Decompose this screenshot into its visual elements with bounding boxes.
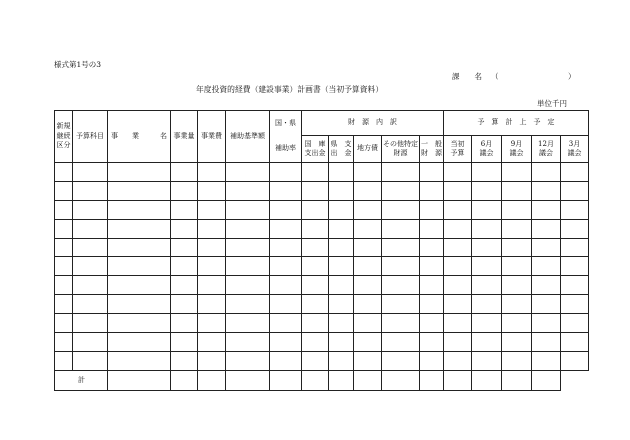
table-cell[interactable]: [55, 181, 73, 200]
table-cell[interactable]: [329, 295, 354, 314]
table-cell[interactable]: [444, 276, 472, 295]
table-cell[interactable]: [198, 238, 226, 257]
table-cell[interactable]: [302, 238, 329, 257]
table-cell[interactable]: [561, 238, 589, 257]
table-cell[interactable]: [532, 351, 561, 370]
header-new-continue: 新規継続区分: [55, 111, 73, 163]
table-cell[interactable]: [171, 314, 198, 333]
table-cell[interactable]: [302, 333, 329, 352]
table-cell[interactable]: [472, 163, 502, 182]
table-cell[interactable]: [171, 333, 198, 352]
total-cell[interactable]: [420, 370, 444, 390]
table-cell[interactable]: [502, 163, 532, 182]
header-project-name: 事 業 名: [108, 111, 171, 163]
table-cell[interactable]: [354, 257, 382, 276]
table-cell[interactable]: [73, 200, 108, 219]
table-cell[interactable]: [532, 295, 561, 314]
table-cell[interactable]: [472, 276, 502, 295]
table-cell[interactable]: [420, 219, 444, 238]
total-cell[interactable]: [226, 370, 270, 390]
table-row: [55, 333, 589, 352]
table-cell[interactable]: [329, 314, 354, 333]
table-cell[interactable]: [55, 200, 73, 219]
table-cell[interactable]: [561, 351, 589, 370]
table-cell[interactable]: [270, 238, 302, 257]
table-cell[interactable]: [226, 257, 270, 276]
table-cell[interactable]: [444, 351, 472, 370]
table-cell[interactable]: [502, 200, 532, 219]
table-cell[interactable]: [198, 257, 226, 276]
table-cell[interactable]: [444, 295, 472, 314]
table-cell[interactable]: [502, 181, 532, 200]
table-cell[interactable]: [472, 238, 502, 257]
table-cell[interactable]: [532, 314, 561, 333]
table-cell[interactable]: [171, 257, 198, 276]
table-cell[interactable]: [329, 333, 354, 352]
table-cell[interactable]: [420, 181, 444, 200]
header-cost: 事業費: [198, 111, 226, 163]
table-cell[interactable]: [444, 219, 472, 238]
table-cell[interactable]: [532, 276, 561, 295]
header-budget-item: 予算科目: [73, 111, 108, 163]
table-cell[interactable]: [171, 181, 198, 200]
table-cell[interactable]: [171, 351, 198, 370]
division-close-paren: ）: [568, 72, 576, 81]
table-cell[interactable]: [55, 219, 73, 238]
table-cell[interactable]: [420, 314, 444, 333]
table-cell[interactable]: [302, 219, 329, 238]
header-schedule-march: 3月議会: [561, 136, 589, 163]
table-cell[interactable]: [55, 351, 73, 370]
header-funding-local-bond: 地方債: [354, 136, 382, 163]
table-cell[interactable]: [198, 200, 226, 219]
table-cell[interactable]: [561, 200, 589, 219]
table-cell[interactable]: [382, 181, 420, 200]
table-cell[interactable]: [198, 163, 226, 182]
table-cell[interactable]: [354, 181, 382, 200]
table-cell[interactable]: [73, 219, 108, 238]
table-cell[interactable]: [270, 163, 302, 182]
header-subsidy-rate: 補助率: [270, 136, 302, 163]
table-cell[interactable]: [444, 257, 472, 276]
header-funding-breakdown: 財 源 内 訳: [302, 111, 444, 136]
division-open-paren: （: [491, 72, 499, 81]
table-cell[interactable]: [270, 314, 302, 333]
table-cell[interactable]: [226, 163, 270, 182]
table-cell[interactable]: [302, 163, 329, 182]
table-cell[interactable]: [420, 238, 444, 257]
table-cell[interactable]: [108, 238, 171, 257]
table-cell[interactable]: [532, 333, 561, 352]
total-cell[interactable]: [502, 370, 532, 390]
total-cell[interactable]: [302, 370, 329, 390]
table-cell[interactable]: [270, 200, 302, 219]
table-cell[interactable]: [270, 257, 302, 276]
table-cell[interactable]: [226, 238, 270, 257]
table-cell[interactable]: [382, 351, 420, 370]
table-cell[interactable]: [226, 181, 270, 200]
table-cell[interactable]: [420, 295, 444, 314]
table-cell[interactable]: [561, 181, 589, 200]
table-cell[interactable]: [354, 238, 382, 257]
table-cell[interactable]: [444, 333, 472, 352]
table-cell[interactable]: [73, 238, 108, 257]
table-cell[interactable]: [472, 219, 502, 238]
table-cell[interactable]: [171, 276, 198, 295]
table-cell[interactable]: [73, 181, 108, 200]
table-cell[interactable]: [532, 181, 561, 200]
table-cell[interactable]: [382, 314, 420, 333]
table-cell[interactable]: [354, 333, 382, 352]
table-row: [55, 219, 589, 238]
total-cell[interactable]: [329, 370, 354, 390]
table-cell[interactable]: [561, 219, 589, 238]
table-cell[interactable]: [382, 257, 420, 276]
budget-plan-table: [54, 110, 589, 391]
header-funding-other: その他特定財源: [382, 136, 420, 163]
total-cell[interactable]: [382, 370, 420, 390]
table-cell[interactable]: [532, 200, 561, 219]
table-cell[interactable]: [444, 314, 472, 333]
table-cell[interactable]: [55, 257, 73, 276]
unit-label: 単位千円: [537, 99, 567, 108]
table-cell[interactable]: [354, 295, 382, 314]
total-cell[interactable]: [108, 370, 171, 390]
table-cell[interactable]: [561, 295, 589, 314]
total-cell[interactable]: [472, 370, 502, 390]
header-funding-national: 国 庫支出金: [302, 136, 329, 163]
table-cell[interactable]: [444, 181, 472, 200]
header-schedule-september: 9月議会: [502, 136, 532, 163]
table-cell[interactable]: [472, 314, 502, 333]
total-cell[interactable]: [171, 370, 198, 390]
table-cell[interactable]: [502, 276, 532, 295]
table-cell[interactable]: [198, 295, 226, 314]
division-label: 課 名: [452, 72, 482, 81]
table-cell[interactable]: [532, 238, 561, 257]
table-cell[interactable]: [472, 351, 502, 370]
table-cell[interactable]: [73, 333, 108, 352]
table-cell[interactable]: [73, 163, 108, 182]
total-cell[interactable]: [354, 370, 382, 390]
total-cell[interactable]: [198, 370, 226, 390]
header-budget-schedule: 予 算 計 上 予 定: [444, 111, 589, 136]
table-cell[interactable]: [270, 181, 302, 200]
table-cell[interactable]: [382, 219, 420, 238]
table-cell[interactable]: [226, 333, 270, 352]
table-cell[interactable]: [420, 351, 444, 370]
table-cell[interactable]: [302, 181, 329, 200]
table-cell[interactable]: [532, 163, 561, 182]
table-cell[interactable]: [329, 200, 354, 219]
table-cell[interactable]: [561, 163, 589, 182]
header-schedule-june: 6月議会: [472, 136, 502, 163]
table-cell[interactable]: [302, 314, 329, 333]
table-cell[interactable]: [55, 295, 73, 314]
table-cell[interactable]: [73, 314, 108, 333]
table-cell[interactable]: [329, 181, 354, 200]
table-row: [55, 238, 589, 257]
table-cell[interactable]: [382, 333, 420, 352]
table-cell[interactable]: [73, 351, 108, 370]
table-cell[interactable]: [108, 257, 171, 276]
header-volume: 事業量: [171, 111, 198, 163]
table-cell[interactable]: [472, 333, 502, 352]
table-cell[interactable]: [226, 200, 270, 219]
table-cell[interactable]: [108, 181, 171, 200]
table-cell[interactable]: [198, 219, 226, 238]
form-number: 様式第1号の3: [54, 60, 102, 69]
table-cell[interactable]: [171, 200, 198, 219]
table-cell[interactable]: [382, 276, 420, 295]
table-cell[interactable]: [302, 276, 329, 295]
table-cell[interactable]: [198, 181, 226, 200]
table-cell[interactable]: [108, 163, 171, 182]
table-cell[interactable]: [108, 314, 171, 333]
table-cell[interactable]: [198, 276, 226, 295]
table-cell[interactable]: [329, 276, 354, 295]
table-cell[interactable]: [444, 163, 472, 182]
table-cell[interactable]: [108, 276, 171, 295]
table-cell[interactable]: [354, 219, 382, 238]
table-row: [55, 181, 589, 200]
table-cell[interactable]: [382, 295, 420, 314]
table-cell[interactable]: [329, 351, 354, 370]
table-cell[interactable]: [55, 333, 73, 352]
total-cell[interactable]: [532, 370, 561, 390]
header-national-pref: 国・県: [270, 111, 302, 136]
table-cell[interactable]: [502, 219, 532, 238]
header-subsidy-basis: 補助基準額: [226, 111, 270, 163]
total-cell[interactable]: [444, 370, 472, 390]
table-cell[interactable]: [302, 200, 329, 219]
table-cell[interactable]: [420, 333, 444, 352]
header-funding-prefecture: 県 支出 金: [329, 136, 354, 163]
table-cell[interactable]: [561, 314, 589, 333]
table-cell[interactable]: [108, 333, 171, 352]
table-cell[interactable]: [302, 257, 329, 276]
table-cell[interactable]: [226, 351, 270, 370]
table-cell[interactable]: [171, 163, 198, 182]
table-cell[interactable]: [420, 163, 444, 182]
table-cell[interactable]: [302, 351, 329, 370]
table-cell[interactable]: [382, 238, 420, 257]
table-cell[interactable]: [354, 200, 382, 219]
table-cell[interactable]: [55, 163, 73, 182]
table-cell[interactable]: [226, 219, 270, 238]
table-cell[interactable]: [502, 257, 532, 276]
table-cell[interactable]: [561, 257, 589, 276]
table-cell[interactable]: [226, 295, 270, 314]
table-cell[interactable]: [444, 238, 472, 257]
table-row: [55, 351, 589, 370]
table-cell[interactable]: [270, 295, 302, 314]
table-cell[interactable]: [532, 219, 561, 238]
table-cell[interactable]: [354, 351, 382, 370]
table-cell[interactable]: [354, 314, 382, 333]
table-cell[interactable]: [420, 257, 444, 276]
table-cell[interactable]: [329, 163, 354, 182]
table-cell[interactable]: [270, 276, 302, 295]
table-cell[interactable]: [171, 238, 198, 257]
table-row: [55, 163, 589, 182]
table-cell[interactable]: [420, 276, 444, 295]
total-row: [55, 370, 589, 390]
table-cell[interactable]: [73, 295, 108, 314]
table-cell[interactable]: [561, 333, 589, 352]
table-cell[interactable]: [502, 238, 532, 257]
total-label: 計: [55, 370, 108, 390]
table-cell[interactable]: [198, 333, 226, 352]
table-cell[interactable]: [226, 276, 270, 295]
table-cell[interactable]: [226, 314, 270, 333]
total-cell[interactable]: [270, 370, 302, 390]
table-row: [55, 200, 589, 219]
document-title: 年度投資的経費（建設事業）計画書（当初予算資料）: [196, 85, 384, 94]
table-cell[interactable]: [472, 257, 502, 276]
header-schedule-initial: 当初予算: [444, 136, 472, 163]
table-cell[interactable]: [171, 219, 198, 238]
table-cell[interactable]: [198, 351, 226, 370]
table-row: [55, 295, 589, 314]
table-cell[interactable]: [472, 181, 502, 200]
header-funding-general: 一 般財 源: [420, 136, 444, 163]
table-cell[interactable]: [502, 295, 532, 314]
table-cell[interactable]: [270, 219, 302, 238]
table-cell[interactable]: [354, 276, 382, 295]
table-cell[interactable]: [108, 351, 171, 370]
table-cell[interactable]: [198, 314, 226, 333]
table-cell[interactable]: [329, 257, 354, 276]
table-cell[interactable]: [270, 351, 302, 370]
table-cell[interactable]: [55, 276, 73, 295]
table-cell[interactable]: [108, 219, 171, 238]
table-cell[interactable]: [270, 333, 302, 352]
table-cell[interactable]: [55, 238, 73, 257]
table-cell[interactable]: [108, 295, 171, 314]
table-cell[interactable]: [561, 276, 589, 295]
table-cell[interactable]: [55, 314, 73, 333]
table-cell[interactable]: [73, 276, 108, 295]
table-cell[interactable]: [382, 163, 420, 182]
table-cell[interactable]: [502, 314, 532, 333]
table-cell[interactable]: [108, 200, 171, 219]
table-cell[interactable]: [502, 351, 532, 370]
table-row: [55, 314, 589, 333]
table-cell[interactable]: [472, 295, 502, 314]
table-cell[interactable]: [73, 257, 108, 276]
table-cell[interactable]: [329, 238, 354, 257]
header-schedule-december: 12月議会: [532, 136, 561, 163]
table-cell[interactable]: [354, 163, 382, 182]
table-cell[interactable]: [329, 219, 354, 238]
table-cell[interactable]: [171, 295, 198, 314]
table-cell[interactable]: [420, 200, 444, 219]
table-cell[interactable]: [444, 200, 472, 219]
table-cell[interactable]: [502, 333, 532, 352]
table-cell[interactable]: [382, 200, 420, 219]
table-row: [55, 276, 589, 295]
table-cell[interactable]: [532, 257, 561, 276]
table-row: [55, 257, 589, 276]
table-cell[interactable]: [472, 200, 502, 219]
table-cell[interactable]: [302, 295, 329, 314]
